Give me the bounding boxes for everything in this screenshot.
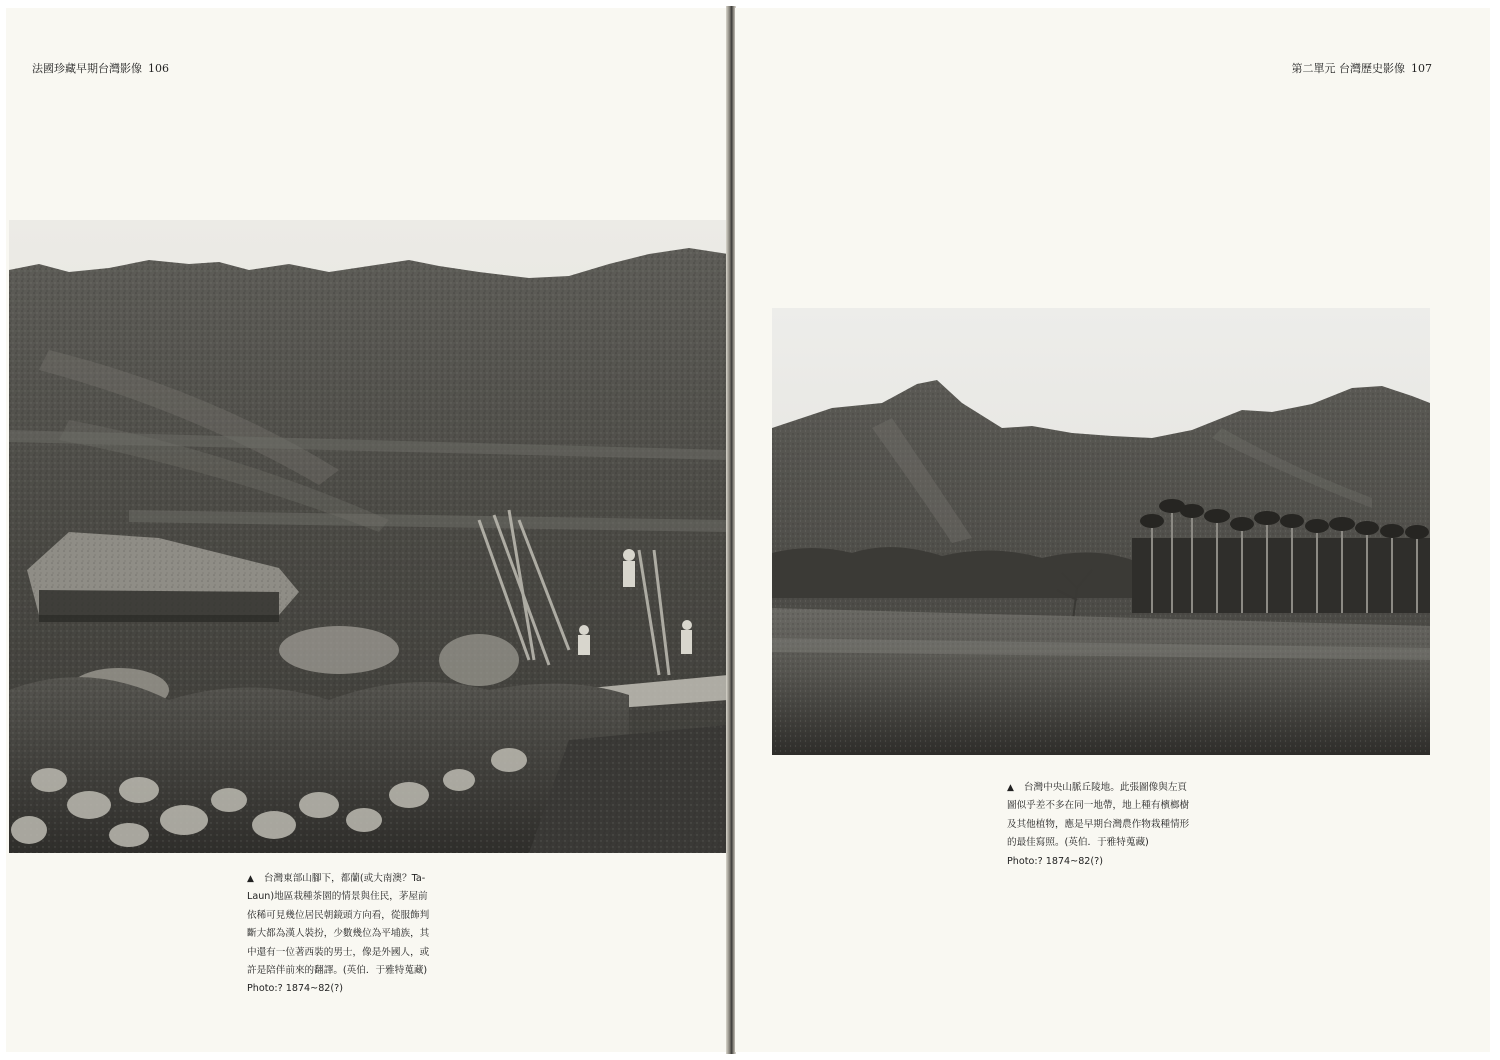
left-photo-tea-garden bbox=[9, 220, 728, 853]
caption-photo-credit: Photo:? 1874~82(?) bbox=[247, 983, 343, 995]
caption-line: 中還有一位著西裝的男士，像是外國人，或 bbox=[247, 946, 430, 958]
caption-line: 依稀可見幾位居民朝鏡頭方向看，從服飾判 bbox=[247, 909, 430, 921]
caption-line: 斷大都為漢人裝扮，少數幾位為平埔族，其 bbox=[247, 928, 430, 940]
right-page-number: 107 bbox=[1411, 62, 1432, 75]
left-photo-caption bbox=[247, 870, 447, 999]
caption-line: 的最佳寫照。(英伯．于雅特蒐藏) bbox=[1007, 837, 1149, 849]
left-page-number: 106 bbox=[148, 62, 169, 75]
caption-line: 及其他植物，應是早期台灣農作物栽種情形 bbox=[1007, 818, 1190, 830]
right-photo-hills-palms bbox=[772, 308, 1430, 755]
caption-line bbox=[1007, 779, 1207, 797]
triangle-marker-icon: ▲ bbox=[1007, 783, 1014, 793]
caption-line: Laun)地區栽種茶園的情景與住民，茅屋前 bbox=[247, 891, 428, 903]
triangle-marker-icon: ▲ bbox=[247, 874, 254, 884]
hills-palms-photo-graphic bbox=[772, 308, 1430, 755]
right-photo-caption bbox=[1007, 779, 1207, 871]
left-running-head-title: 法國珍藏早期台灣影像 bbox=[32, 62, 142, 75]
right-running-head-title: 第二單元 台灣歷史影像 bbox=[1291, 62, 1405, 75]
left-running-head bbox=[32, 60, 169, 76]
caption-line: 圖似乎差不多在同一地帶，地上種有檳榔樹 bbox=[1007, 800, 1190, 812]
tea-garden-photo-graphic bbox=[9, 220, 728, 853]
caption-photo-credit: Photo:? 1874~82(?) bbox=[1007, 855, 1103, 867]
caption-line: 許是陪伴前來的翻譯。(英伯．于雅特蒐藏) bbox=[247, 965, 428, 977]
right-running-head bbox=[1292, 60, 1433, 76]
left-page bbox=[6, 8, 728, 1052]
caption-text: 台灣東部山腳下，都蘭(或大南澳？Ta- bbox=[263, 873, 426, 884]
caption-text: 台灣中央山脈丘陵地。此張圖像與左頁 bbox=[1023, 782, 1188, 793]
right-page bbox=[735, 8, 1490, 1052]
caption-line bbox=[247, 870, 447, 888]
